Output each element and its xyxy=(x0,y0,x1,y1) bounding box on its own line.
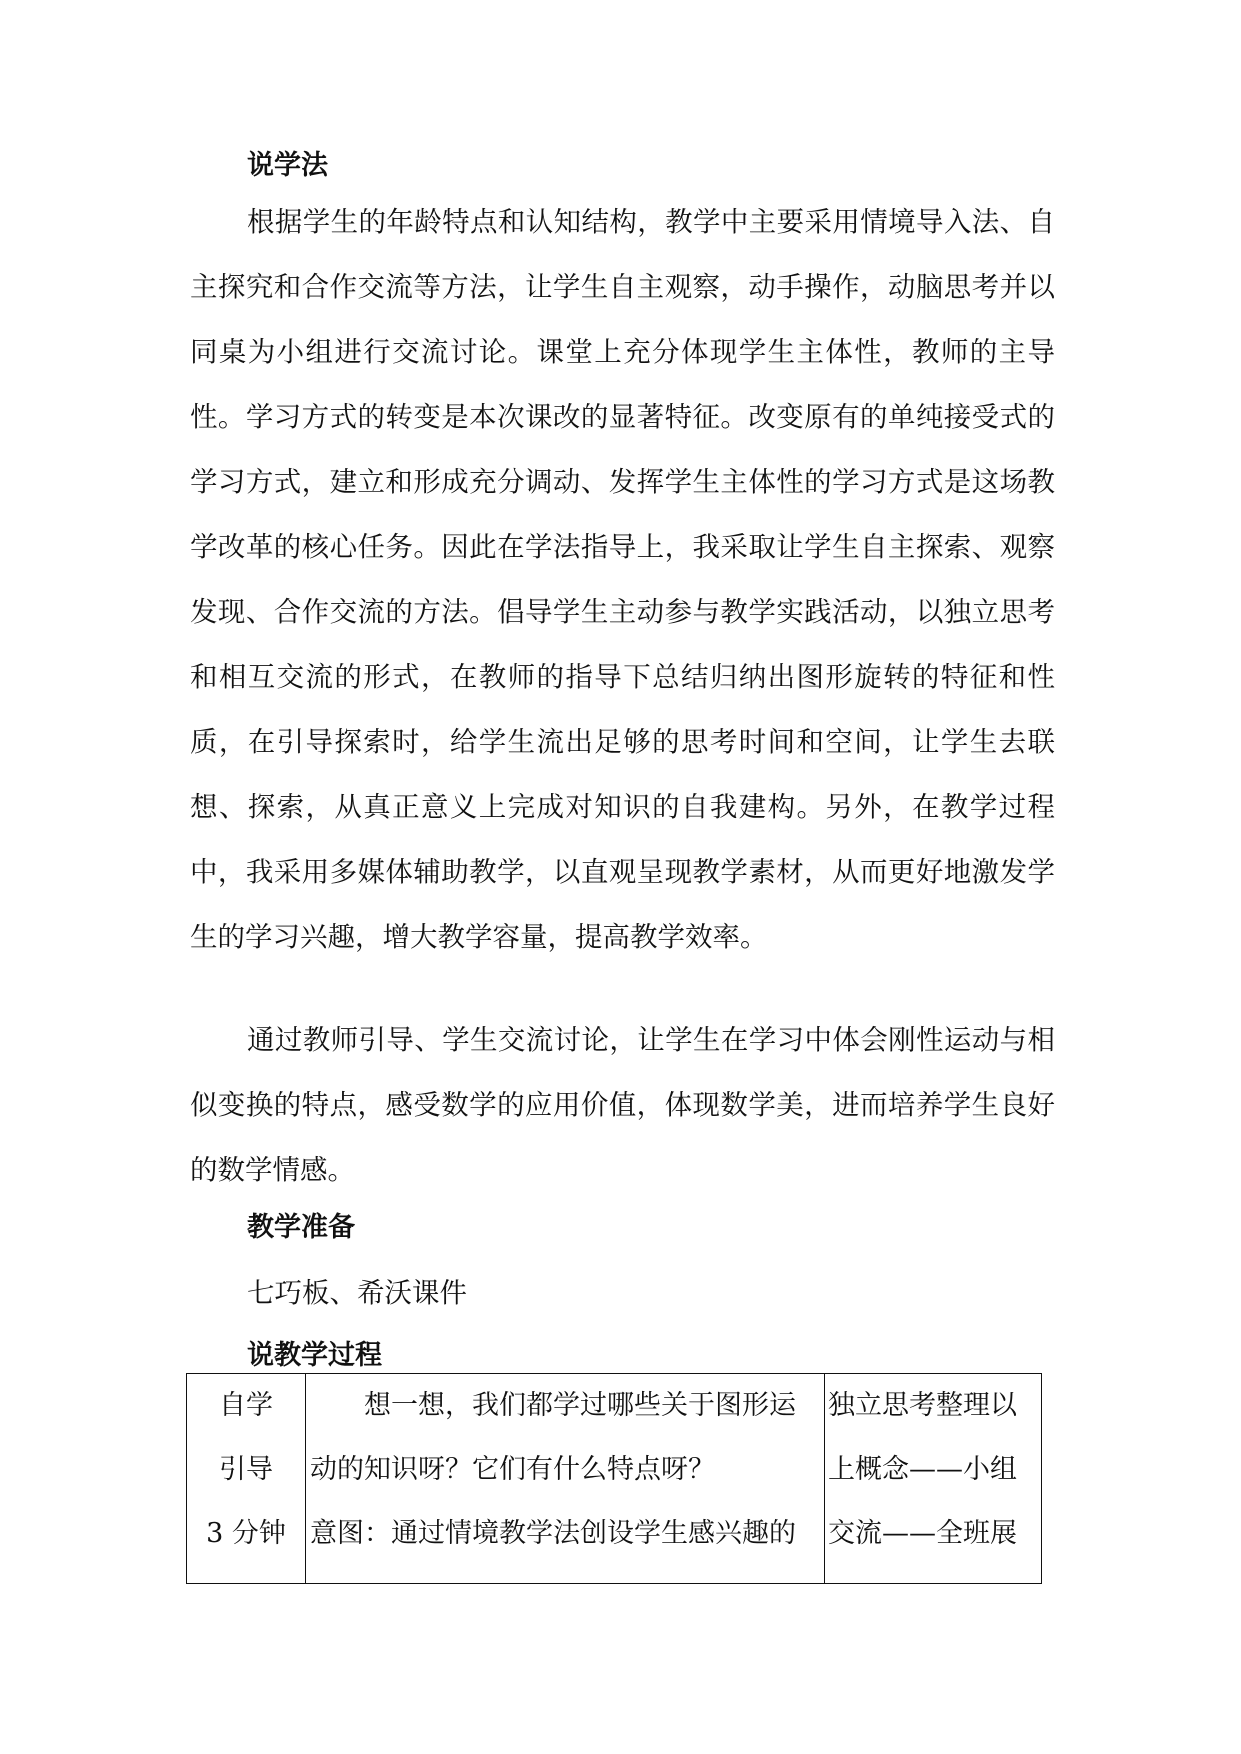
stage-line: 自学 xyxy=(219,1390,273,1421)
activity-cell xyxy=(825,1374,1042,1584)
table-row xyxy=(187,1374,1042,1584)
activity-line: 独立思考整理以 xyxy=(828,1390,1017,1421)
section-heading-process: 说教学过程 xyxy=(247,1340,382,1371)
stage-line: 引导 xyxy=(219,1454,273,1485)
preparation-text: 七巧板、希沃课件 xyxy=(247,1277,467,1309)
content-cell xyxy=(306,1374,825,1584)
stage-line: 3 分钟 xyxy=(206,1518,286,1549)
study-method-paragraph-1: 根据学生的年龄特点和认知结构，教学中主要采用情境导入法、自主探究和合作交流等方法，让学生自主观察，动手操作，动脑思考并以同桌为小组进行交流讨论。课堂上充分体现学生主体性，教师的主导性。学习方式的转变是本次课改的显著特征。改变原有的单纯接受式的学习方式，建立和形成充分调动、发挥学生主体性的学习方式是这场教学改革的核心任务。因此在学法指导上，我采取让学生自主探索、观察发现、合作交流的方法。倡导学生主动参与教学实践活动，以独立思考和相互交流的形式，在教师的指导下总结归纳出图形旋转的特征和性质，在引导探索时，给学生流出足够的思考时间和空间，让学生去联想、探索，从真正意义上完成对知识的自我建构。另外，在教学过程中，我采用多媒体辅助教学，以直观呈现教学素材，从而更好地激发学生的学习兴趣，增大教学容量，提高教学效率。 xyxy=(190,206,1055,953)
content-line: 想一想，我们都学过哪些关于图形运 xyxy=(364,1390,796,1421)
section-heading-preparation: 教学准备 xyxy=(247,1212,355,1243)
study-method-paragraph-2: 通过教师引导、学生交流讨论，让学生在学习中体会刚性运动与相似变换的特点，感受数学的应用价值，体现数学美，进而培养学生良好的数学情感。 xyxy=(190,1024,1055,1186)
teaching-process-table xyxy=(186,1373,1042,1584)
activity-line: 上概念——小组 xyxy=(828,1454,1017,1485)
section-heading-study-method: 说学法 xyxy=(247,150,328,181)
activity-line: 交流——全班展 xyxy=(828,1518,1017,1549)
stage-cell xyxy=(187,1374,306,1584)
content-line: 动的知识呀？它们有什么特点呀？ xyxy=(310,1454,715,1485)
content-line: 意图：通过情境教学法创设学生感兴趣的 xyxy=(310,1518,796,1549)
